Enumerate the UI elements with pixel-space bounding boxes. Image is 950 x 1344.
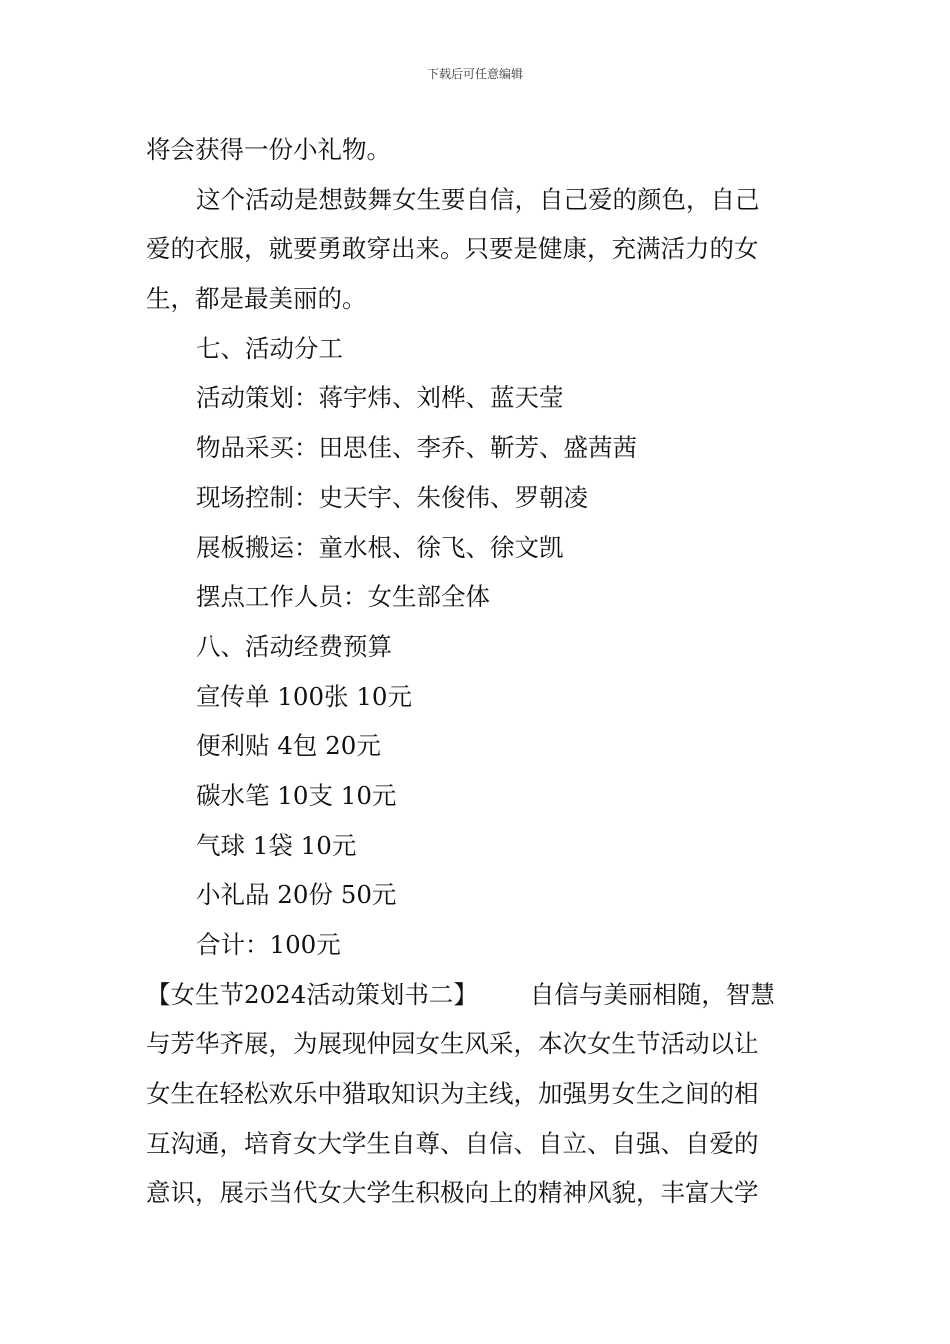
- section-heading: 八、活动经费预算: [196, 631, 392, 661]
- budget-item: 气球 1袋 10元: [196, 830, 357, 860]
- list-item: 摆点工作人员：女生部全体: [196, 582, 490, 612]
- section-heading: 七、活动分工: [196, 333, 343, 363]
- paragraph-line: 女生在轻松欢乐中猎取知识为主线，加强男女生之间的相: [146, 1079, 759, 1109]
- budget-item: 碳水笔 10支 10元: [196, 780, 397, 810]
- section2-title: 【女生节2024活动策划书二】: [146, 979, 478, 1009]
- paragraph-line: 爱的衣服，就要勇敢穿出来。只要是健康，充满活力的女: [146, 234, 759, 264]
- budget-item: 宣传单 100张 10元: [196, 681, 413, 711]
- paragraph-line: 互沟通，培育女大学生自尊、自信、自立、自强、自爱的: [146, 1128, 759, 1158]
- section2-first-text: 自信与美丽相随，智慧: [529, 979, 775, 1009]
- list-item: 现场控制：史天宇、朱俊伟、罗朝凌: [196, 482, 588, 512]
- list-item: 活动策划：蒋宇炜、刘桦、蓝天莹: [196, 383, 564, 413]
- budget-total: 合计：100元: [196, 930, 341, 959]
- paragraph-line: 这个活动是想鼓舞女生要自信，自己爱的颜色，自己: [196, 184, 760, 214]
- paragraph-line: 与芳华齐展，为展现仲园女生风采，本次女生节活动以让: [146, 1029, 759, 1059]
- section2-first-line: [146, 970, 806, 1020]
- list-item: 展板搬运：童水根、徐飞、徐文凯: [196, 532, 564, 562]
- page-header: 下载后可任意编辑: [426, 67, 523, 81]
- document-body: [146, 125, 806, 1218]
- paragraph-line: 意识，展示当代女大学生积极向上的精神风貌，丰富大学: [146, 1178, 759, 1208]
- paragraph-line: 生，都是最美丽的。: [146, 284, 367, 314]
- paragraph-line: 将会获得一份小礼物。: [146, 135, 391, 164]
- budget-item: 便利贴 4包 20元: [196, 731, 381, 761]
- budget-item: 小礼品 20份 50元: [196, 880, 397, 910]
- list-item: 物品采买：田思佳、李乔、靳芳、盛茜茜: [196, 433, 637, 463]
